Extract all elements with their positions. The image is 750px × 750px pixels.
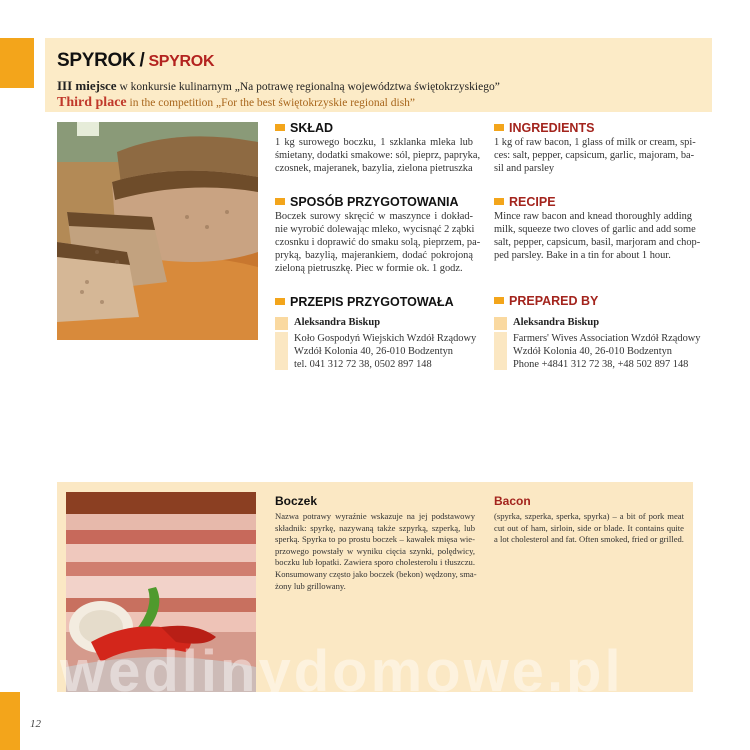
title-separator: /	[139, 50, 145, 71]
bullet-square-icon	[275, 124, 285, 131]
decor-bar	[494, 317, 507, 330]
author-line: Koło Gospodyń Wiejskich Wzdół Rządowy	[294, 333, 477, 344]
prepared-pl-heading: PRZEPIS PRZYGOTOWAŁA	[275, 295, 454, 309]
boczek-line: żony lub grillowany.	[275, 580, 346, 591]
award-polish-place: III miejsce	[57, 78, 117, 93]
sposob-line: nie wyrobić dolewając mleko, wycisnąć 2 ząbki	[275, 224, 475, 236]
prepared-en-heading: PREPARED BY	[494, 294, 598, 308]
spyrok-illustration	[57, 122, 258, 340]
title-english: SPYROK	[148, 53, 215, 70]
boczek-line: składnik: spyrkę, nazywaną także szpyrką, szperką, lub	[275, 522, 475, 533]
ingredients-line: sil and parsley	[494, 163, 555, 175]
sklad-line: czosnek, majeranek, bazylia, zielona pietruszka	[275, 163, 473, 175]
recipe-line: milk, squeeze two cloves of garlic and add some	[494, 224, 696, 236]
bacon-line: cut out of ham, sirloin, side or blade. It contains quite	[494, 522, 684, 533]
boczek-line: sperką. Spyrka to po prostu boczek – kawałek mięsa wie-	[275, 534, 475, 545]
ingredients-text	[494, 136, 696, 175]
award-polish	[57, 78, 500, 94]
author-line: Wzdół Kolonia 40, 26-010 Bodzentyn	[294, 346, 454, 357]
bacon-line: a lot cholesterol and fat. Often smoked, fried or grilled.	[494, 534, 684, 545]
page-title	[57, 50, 214, 72]
sidebar-accent-bottom	[0, 692, 20, 750]
title-polish: SPYROK	[57, 50, 136, 71]
author-name: Aleksandra Biskup	[513, 317, 600, 328]
sposob-text	[275, 210, 481, 275]
sklad-heading: SKŁAD	[275, 121, 333, 135]
author-line: Wzdół Kolonia 40, 26-010 Bodzentyn	[513, 346, 673, 357]
award-english-text: in the competition „For the best świętokrzyskie regional dish”	[129, 97, 416, 109]
decor-bar	[275, 317, 288, 330]
author-line: Farmers' Wives Association Wzdół Rządowy	[513, 333, 701, 344]
bacon-heading: Bacon	[494, 494, 531, 508]
bullet-square-icon	[494, 124, 504, 131]
bullet-square-icon	[275, 198, 285, 205]
boczek-line: przowego powstały w wyniku cięcia szynki, polędwicy,	[275, 545, 475, 556]
sposob-line: Boczek surowy skręcić w maszynce i dokład-	[275, 211, 473, 222]
prepared-pl-block	[275, 314, 475, 372]
recipe-line: Mince raw bacon and knead thoroughly adding	[494, 211, 692, 222]
recipe-heading: RECIPE	[494, 195, 556, 209]
spyrok-photo	[57, 122, 258, 340]
sposob-heading: SPOSÓB PRZYGOTOWANIA	[275, 195, 459, 209]
sidebar-accent-top	[0, 38, 34, 88]
sklad-text	[275, 136, 481, 175]
award-polish-text: w konkursie kulinarnym „Na potrawę regionalną województwa świętokrzyskiego”	[119, 81, 500, 93]
bullet-square-icon	[494, 297, 504, 304]
sposob-line: zieloną pietruszkę. Piec w formie ok. 1 godz.	[275, 263, 463, 275]
ingredients-heading: INGREDIENTS	[494, 121, 594, 135]
prepared-en-block	[494, 314, 704, 372]
sklad-line: śmietany, dodatki smakowe: sól, pieprz, papryka,	[275, 150, 481, 162]
recipe-header	[45, 38, 712, 112]
boczek-line: Konsumowany często jako boczek (bekon) wędzony, sma-	[275, 568, 477, 579]
author-name: Aleksandra Biskup	[294, 317, 381, 328]
award-english-place: Third place	[57, 95, 127, 110]
boczek-heading: Boczek	[275, 494, 318, 508]
author-line: Phone +4841 312 72 38, +48 502 897 148	[513, 359, 689, 370]
recipe-text	[494, 210, 701, 262]
bacon-text	[494, 511, 684, 546]
award-english	[57, 95, 415, 111]
watermark: wedlinydomowe.pl	[60, 639, 624, 704]
sposob-line: pryką, bazylią, majerankiem, dodać pokrojoną	[275, 250, 473, 262]
decor-bar	[275, 332, 288, 370]
ingredients-line: ces: salt, pepper, capsicum, garlic, majoram, ba-	[494, 150, 695, 162]
bacon-line: (spyrka, szperka, sperka, spyrka) – a bit of pork meat	[494, 511, 684, 521]
boczek-line: Nazwa potrawy wyraźnie wskazuje na jej podstawowy	[275, 511, 475, 521]
sklad-line: 1 kg surowego boczku, 1 szklanka mleka lub	[275, 137, 473, 148]
recipe-line: salt, pepper, capsicum, basil, marjoram and chop-	[494, 237, 701, 249]
author-line: tel. 041 312 72 38, 0502 897 148	[294, 359, 432, 370]
page-number: 12	[30, 718, 41, 730]
boczek-text	[275, 511, 475, 592]
ingredients-line: 1 kg of raw bacon, 1 glass of milk or cream, spi-	[494, 137, 696, 148]
bullet-square-icon	[494, 198, 504, 205]
sposob-line: czosnku i doprawić do smaku solą, pieprzem, pa-	[275, 237, 481, 249]
recipe-line: ped parsley. Bake in a tin for about 1 hour.	[494, 250, 671, 262]
boczek-line: boczku lub łopatki. Zawiera sporo cholesterolu i tłuszczu.	[275, 557, 475, 568]
decor-bar	[494, 332, 507, 370]
bullet-square-icon	[275, 298, 285, 305]
